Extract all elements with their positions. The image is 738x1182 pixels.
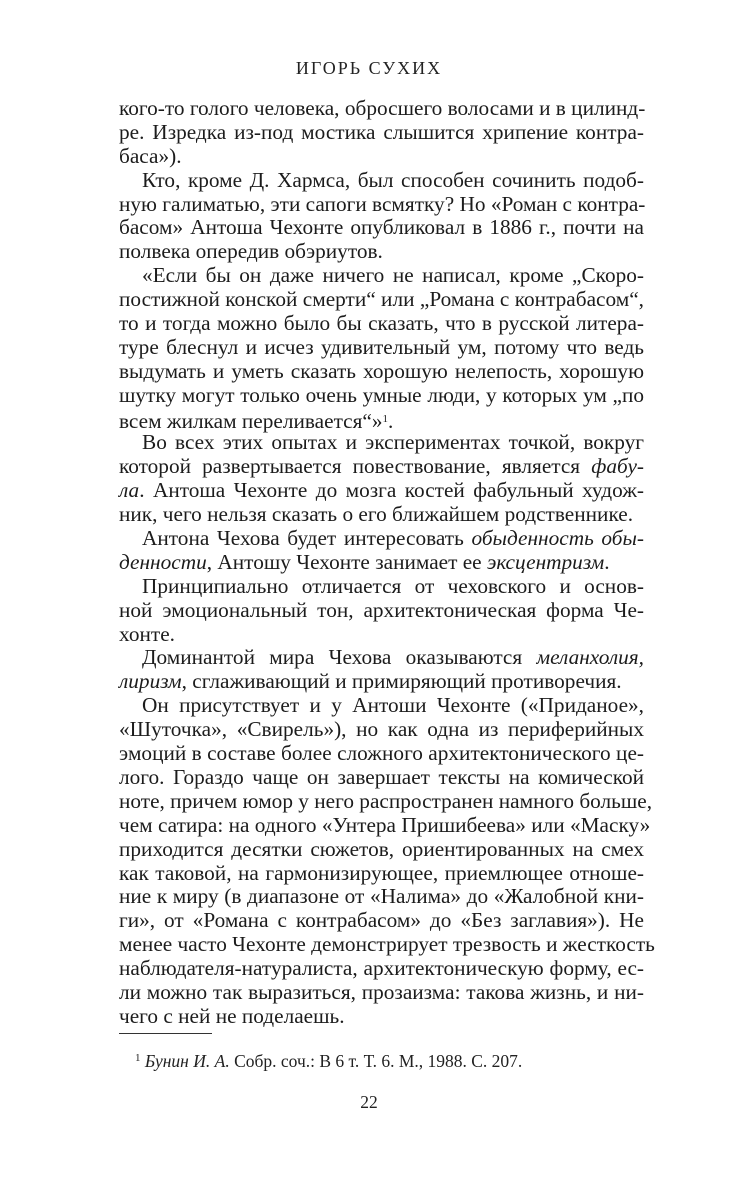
- text-span: , Антошу Чехонте занимает ее: [206, 549, 482, 574]
- italic-term: лиризм: [119, 669, 182, 694]
- text-line: [119, 527, 644, 551]
- text-line: ли можно так выразиться, прозаизма: такова жизнь, и ни-: [119, 979, 644, 1004]
- text-line: постижной конской смерти“ или „Романа с контрабасом“,: [119, 287, 644, 312]
- text-line: как таковой, на гармонизирующее, приемлющее отноше-: [119, 860, 644, 885]
- text-line: Кто, кроме Д. Хармса, был способен сочинить подоб-: [142, 167, 644, 192]
- text-line: [119, 670, 644, 694]
- text-line: выдумать и уметь сказать хорошую нелепость, хорошую: [119, 358, 644, 383]
- text-line: лого. Гораздо чаще он завершает тексты на комической: [119, 764, 644, 789]
- text-line: полвека опередив обэриутов.: [119, 239, 383, 264]
- text-line: «Если бы он даже ничего не написал, кроме „Скоро-: [142, 263, 644, 288]
- text-line: то и тогда можно было бы сказать, что в русской литера-: [119, 311, 644, 336]
- page-number: 22: [360, 1092, 378, 1112]
- running-header: ИГОРЬ СУХИХ: [295, 58, 443, 78]
- text-line: басом» Антоша Чехонте опубликовал в 1886 г., почти на: [119, 215, 644, 240]
- text-line: [119, 455, 644, 479]
- quote-end: всем жилкам переливается“»: [119, 408, 383, 433]
- text-line: туре блеснул и исчез удивительный ум, потому что ведь: [119, 334, 644, 359]
- text-line: ной эмоциональный тон, архитектоническая форма Че-: [119, 597, 644, 622]
- italic-term: денности: [119, 549, 207, 574]
- text-line: [119, 646, 644, 670]
- text-line: ги», от «Романа с контрабасом» до «Без заглавия»). Не: [119, 908, 644, 933]
- footnote-text: Собр. соч.: В 6 т. Т. 6. М., 1988. С. 207.: [234, 1051, 523, 1071]
- text-line: приходится десятки сюжетов, ориентированных на смех: [119, 836, 644, 861]
- text-line: шутку могут только очень умные люди, у которых ум „по: [119, 382, 644, 407]
- text-line: [119, 551, 644, 575]
- text-line: Принципиально отличается от чеховского и основ-: [142, 573, 644, 598]
- footnote: [135, 1048, 645, 1071]
- text-span: , сглаживающий и примиряющий противоречия.: [181, 669, 622, 694]
- text-line: чем сатира: на одного «Унтера Пришибеева» или «Маску»: [119, 812, 651, 837]
- text-span: .: [604, 549, 610, 574]
- text-line: ник, чего нельзя сказать о его ближайшем родственнике.: [119, 502, 634, 527]
- footnote-author: Бунин И. А.: [144, 1051, 230, 1071]
- text-line: [119, 479, 644, 503]
- text-line: Он присутствует и у Антоши Чехонте («Приданое»,: [142, 693, 644, 718]
- text-span: которой развертывается повествование, является: [119, 454, 581, 479]
- text-line: менее часто Чехонте демонстрирует трезвость и жесткость: [119, 932, 655, 957]
- text-span: Доминантой мира Чехова оказываются: [142, 645, 523, 670]
- body-text: [119, 96, 655, 1029]
- text-line: ние к миру (в диапазоне от «Налима» до «Жалобной кни-: [119, 884, 644, 909]
- italic-term: обыденность обы-: [471, 526, 644, 551]
- text-line: ре. Изредка из-под мостика слышится хрипение контра-: [119, 119, 644, 144]
- text-line: «Шуточка», «Свирель»), но как одна из периферийных: [119, 717, 644, 742]
- footnote-divider: [119, 1033, 212, 1034]
- text-line: ноте, причем юмор у него распространен намного больше,: [119, 788, 653, 813]
- text-line: баса»).: [119, 143, 182, 168]
- footnote-marker: 1: [135, 1052, 141, 1064]
- italic-term: фабу-: [591, 454, 644, 479]
- text-line: ную галиматью, эти сапоги всмятку? Но «Роман с контра-: [119, 191, 646, 216]
- text-line: чего с ней не поделаешь.: [119, 1003, 345, 1028]
- period: .: [388, 408, 394, 433]
- text-line: хонте.: [119, 621, 175, 646]
- text-span: Антона Чехова будет интересовать: [142, 526, 464, 551]
- text-line: Во всех этих опытах и экспериментах точкой, вокруг: [142, 430, 644, 455]
- italic-term: меланхолия,: [536, 645, 645, 670]
- italic-term: ла: [119, 478, 140, 503]
- italic-term: эксцентризм: [486, 549, 605, 574]
- text-line: [119, 408, 644, 432]
- text-line: наблюдателя-натуралиста, архитектоническую форму, ес-: [119, 956, 644, 981]
- text-line: кого-то голого человека, обросшего волосами и в цилинд-: [119, 96, 646, 120]
- footnote-ref: 1: [382, 412, 388, 425]
- text-span: . Антоша Чехонте до мозга костей фабульный худож-: [139, 478, 644, 503]
- text-line: эмоций в составе более сложного архитектонического це-: [119, 741, 644, 766]
